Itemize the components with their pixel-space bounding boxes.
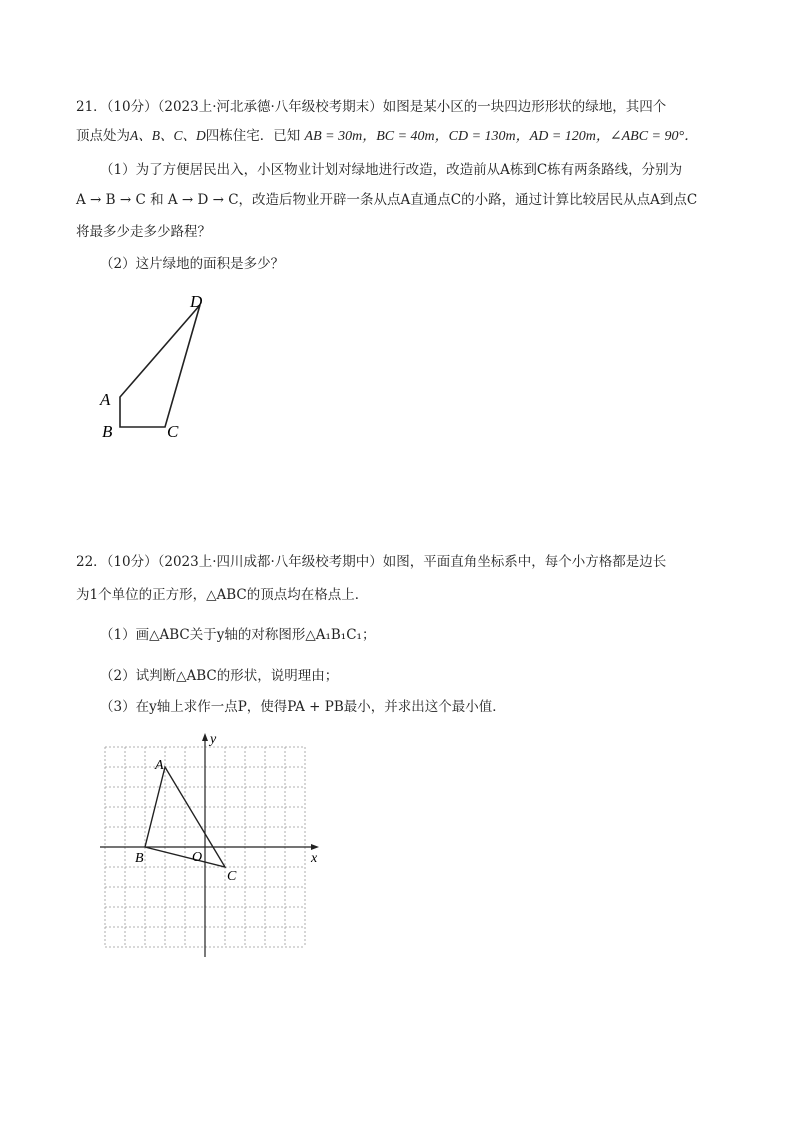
q22-label-C: C — [227, 869, 237, 884]
q21-part1-line1: （1）为了方便居民出入，小区物业计划对绿地进行改造，改造前从A栋到C栋有两条路线，分别为 — [100, 162, 683, 178]
q21-label-B: B — [102, 422, 113, 441]
q21-part2: （2）这片绿地的面积是多少？ — [100, 256, 285, 272]
q22-coordinate-figure — [95, 725, 330, 960]
q22-line2: 为1个单位的正方形，△ABC的顶点均在格点上． — [76, 587, 369, 603]
q21-given: AB = 30m，BC = 40m，CD = 130m，AD = 120m，∠ABC = 90°． — [304, 129, 699, 144]
y-label: y — [210, 732, 217, 747]
q22-part3: （3）在y轴上求作一点P，使得PA + PB最小，并求出这个最小值． — [100, 699, 506, 715]
q21-figure — [90, 285, 230, 450]
q21-header: 21．（10分）（2023上·河北承德·八年级校考期末）如图是某小区的一块四边形形状的绿地，其四个 — [76, 99, 667, 115]
q21-part1-line2: A → B → C 和 A → D → C，改造后物业开辟一条从点A直通点C的小路，通过计算比较居民从点A到点C — [76, 192, 698, 208]
x-label: x — [311, 851, 318, 866]
q21-label-D: D — [190, 292, 203, 311]
y-axis-arrow-icon — [202, 733, 208, 741]
q22-label-B: B — [135, 851, 144, 866]
q21-quadrilateral — [120, 305, 200, 427]
q22-label-A: A — [155, 758, 164, 773]
q22-header: 22．（10分）（2023上·四川成都·八年级校考期中）如图，平面直角坐标系中，每个小方格都是边长 — [76, 554, 667, 570]
x-axis-arrow-icon — [311, 844, 319, 850]
q22-part1: （1）画△ABC关于y轴的对称图形△A₁B₁C₁； — [100, 627, 376, 643]
q21-line2-mid: 四栋住宅．已知 — [205, 128, 301, 144]
q22-part2: （2）试判断△ABC的形状，说明理由； — [100, 668, 339, 684]
q21-vertices: A、B、C、D — [130, 128, 206, 143]
q21-part1-line3: 将最多少走多少路程？ — [76, 224, 211, 240]
q22-label-O: O — [192, 850, 203, 865]
q21-line2-prefix: 顶点处为 — [76, 128, 130, 144]
q21-label-C: C — [167, 422, 179, 441]
q21-line2 — [76, 126, 698, 147]
q21-label-A: A — [100, 390, 111, 409]
